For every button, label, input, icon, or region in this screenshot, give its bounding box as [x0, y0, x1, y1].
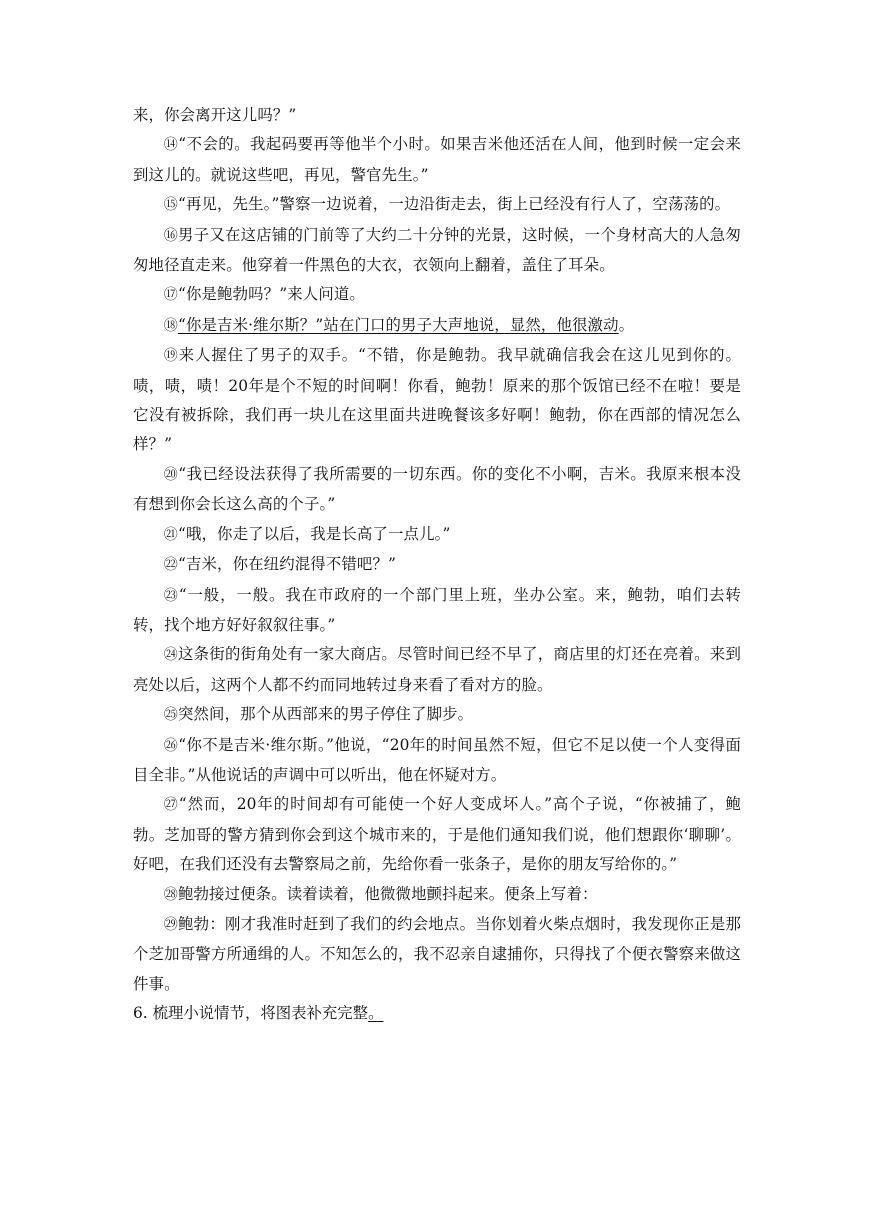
paragraph: [133, 910, 741, 999]
paragraph-text: “一般，一般。我在市政府的一个部门里上班，坐办公室。来，鲍勃，咱们去转转，找个地方好好叙叙往事。”: [133, 585, 741, 634]
paragraph: [133, 341, 741, 460]
paragraph-text: 来，你会离开这儿吗？”: [133, 106, 297, 124]
paragraph-number: ㉖: [163, 737, 179, 754]
paragraph: [133, 880, 741, 910]
paragraph-text: “吉米，你在纽约混得不错吧？”: [177, 555, 397, 574]
paragraph-number: ㉔: [163, 647, 179, 664]
paragraph-text: “我已经设法获得了我所需要的一切东西。你的变化不小啊，吉米。我原来根本没有想到你会长这么高的个子。”: [133, 464, 741, 514]
paragraph-text: 鲍勃：刚才我准时赶到了我们的约会地点。当你划着火柴点烟时，我发现你正是那个芝加哥警方所通缉的人。不知怎么的，我不忍亲自逮捕你，只得找了个便衣警察来做这件事。: [133, 914, 741, 993]
question-6: [133, 999, 741, 1028]
paragraph: [133, 790, 741, 879]
paragraph: [133, 280, 741, 310]
paragraph-number: ㉕: [163, 707, 178, 724]
paragraph-number: ⑱: [163, 317, 178, 334]
paragraph-number: ㉑: [163, 526, 178, 543]
paragraph-number: ㉘: [163, 886, 178, 903]
paragraph-number: ㉙: [163, 916, 179, 933]
paragraph: [133, 130, 741, 190]
paragraph-text: 这条街的街角处有一家大商店。尽管时间已经不早了，商店里的灯还在亮着。来到亮处以后，这两个人都不约而同地转过身来看了看对方的脸。: [133, 645, 741, 694]
document-page: [133, 101, 741, 1029]
paragraph-text: “再见，先生。”警察一边说着，一边沿街走去，街上已经没有行人了，空荡荡的。: [177, 195, 731, 214]
paragraph: [133, 101, 741, 130]
paragraph-number: ⑲: [163, 348, 179, 365]
underlined-sentence: “你是吉米·维尔斯？”站在门口的男子大声地说，显然，他很激动: [177, 315, 619, 334]
paragraph-text: “然而，20年的时间却有可能使一个好人变成坏人。”高个子说，“你被捕了，鲍勃。芝加哥的警方猜到你会到这个城市来的，于是他们通知我们说，他们想跟你‘聊聊’。好吧，在我们还没有去警察局之前，先给你看一张条子，是你的朋友写给你的。”: [133, 795, 742, 874]
paragraph-text: 来人握住了男子的双手。“不错，你是鲍勃。我早就确信我会在这儿见到你的。啧，啧，啧！20年是个不短的时间啊！你看，鲍勃！原来的那个饭馆已经不在啦！要是它没有被拆除，我们再一块儿在这里面共进晚餐该多好啊！鲍勃，你在西部的情况怎么样？”: [133, 346, 741, 454]
paragraph: [133, 550, 741, 580]
paragraph: [133, 520, 741, 550]
paragraph: [133, 640, 741, 700]
paragraph-text: “不会的。我起码要再等他半个小时。如果吉米他还活在人间，他到时候一定会来到这儿的。就说这些吧，再见，警官先生。”: [133, 135, 741, 184]
paragraph-number: ㉓: [163, 587, 179, 604]
paragraph-text: 突然间，那个从西部来的男子停住了脚步。: [177, 705, 474, 724]
paragraph: [133, 190, 741, 220]
paragraph: [133, 460, 741, 520]
paragraph-text: 鲍勃接过便条。读着读着，他微微地颤抖起来。便条上写着：: [177, 884, 598, 903]
paragraph-text: “你不是吉米·维尔斯。”他说，“20年的时间虽然不短，但它不足以使一个人变得面目全非。”从他说话的声调中可以听出，他在怀疑对方。: [133, 735, 742, 784]
paragraph-number: ⑭: [163, 137, 179, 154]
paragraph: [133, 700, 741, 730]
paragraph-text: 男子又在这店铺的门前等了大约二十分钟的光景，这时候，一个身材高大的人急匆匆地径直走来。他穿着一件黑色的大衣，衣领向上翻着，盖住了耳朵。: [133, 225, 741, 275]
paragraph-number: ⑮: [163, 197, 178, 214]
paragraph: [133, 731, 741, 791]
paragraph-number: ㉗: [163, 797, 179, 814]
paragraph: [133, 581, 741, 641]
paragraph-text: “你是鲍勃吗？”来人问道。: [177, 285, 365, 304]
paragraph: [133, 221, 741, 281]
question-text: 梳理小说情节，将图表补充完整: [152, 1004, 369, 1023]
paragraph: [133, 311, 741, 341]
question-number: 6.: [133, 1004, 148, 1023]
paragraph-number: ⑯: [163, 227, 179, 244]
paragraph-number: ⑳: [163, 466, 179, 483]
paragraph-text: 。: [618, 315, 635, 334]
paragraph-number: ㉒: [163, 557, 178, 574]
question-period: 。: [368, 1004, 384, 1023]
paragraph-text: “哦，你走了以后，我是长高了一点儿。”: [177, 524, 451, 543]
paragraph-number: ⑰: [163, 287, 178, 304]
